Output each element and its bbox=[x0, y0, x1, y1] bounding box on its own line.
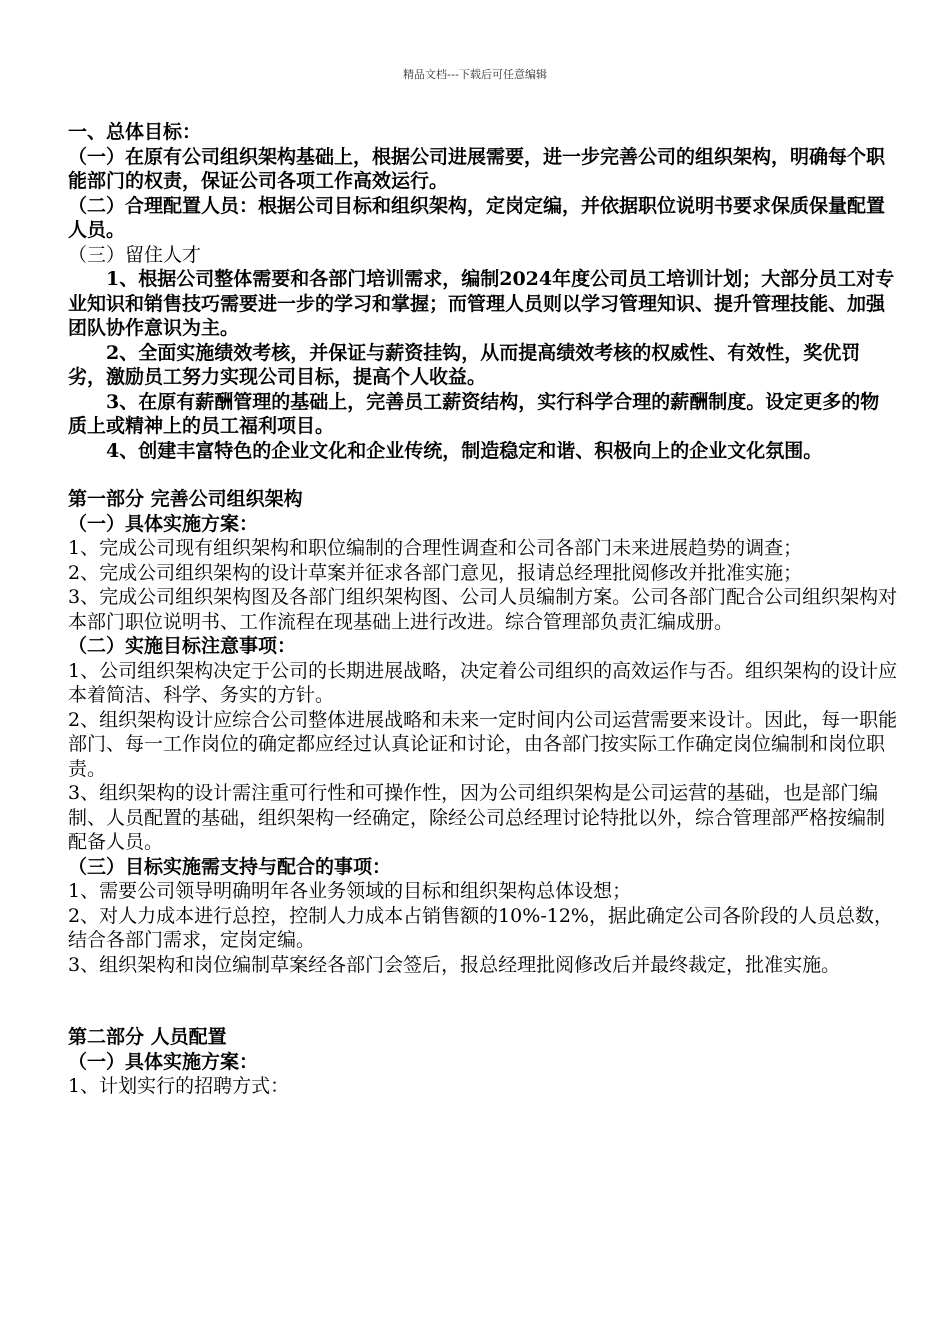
goals-heading: 一、总体目标： bbox=[68, 121, 202, 143]
goal-item: 2、全面实施绩效考核，并保证与薪资挂钩，从而提高绩效考核的权威性、有效性，奖优罚劣，激励员工努力实现公司目标，提高个人收益。 bbox=[68, 341, 861, 388]
page-header: 精品文档---下载后可任意编辑 bbox=[403, 68, 547, 81]
goal-2: （二）合理配置人员：根据公司目标和组织架构，定岗定编，并依据职位说明书要求保质保量配置人员。 bbox=[68, 194, 886, 241]
list-item: 2、对人力成本进行总控，控制人力成本占销售额的10%-12%，据此确定公司各阶段的人员总数，结合各部门需求，定岗定编。 bbox=[68, 904, 893, 951]
list-item: 1、公司组织架构决定于公司的长期进展战略，决定着公司组织的高效运作与否。组织架构的设计应本着简洁、科学、务实的方针。 bbox=[68, 659, 898, 706]
document-body bbox=[68, 120, 898, 1099]
goal-3: （三）留住人才 bbox=[68, 243, 202, 266]
goal-item: 1、根据公司整体需要和各部门培训需求，编制2024年度公司员工培训计划；大部分员工对专业知识和销售技巧需要进一步的学习和掌握；而管理人员则以学习管理知识、提升管理技能、加强团队协作意识为主。 bbox=[68, 268, 895, 339]
list-item: 2、组织架构设计应综合公司整体进展战略和未来一定时间内公司运营需要来设计。因此，每一职能部门、每一工作岗位的确定都应经过认真论证和讨论，由各部门按实际工作确定岗位编制和岗位职责。 bbox=[68, 708, 898, 780]
list-item: 3、组织架构的设计需注重可行性和可操作性，因为公司组织架构是公司运营的基础，也是部门编制、人员配置的基础，组织架构一经确定，除经公司总经理讨论特批以外，综合管理部严格按编制配备人员。 bbox=[68, 782, 886, 853]
part2-section-1-heading: （一）具体实施方案： bbox=[68, 1050, 259, 1073]
part1-title: 第一部分 完善公司组织架构 bbox=[68, 488, 303, 510]
part1-section-1-heading: （一）具体实施方案： bbox=[68, 512, 259, 535]
list-item: 1、计划实行的招聘方式： bbox=[68, 1075, 290, 1097]
part2-title: 第二部分 人员配置 bbox=[68, 1026, 227, 1048]
part1-section-3-heading: （三）目标实施需支持与配合的事项： bbox=[68, 855, 392, 878]
goal-item: 4、创建丰富特色的企业文化和企业传统，制造稳定和谐、积极向上的企业文化氛围。 bbox=[106, 439, 823, 462]
part1-section-2-heading: （二）实施目标注意事项： bbox=[68, 635, 297, 657]
list-item: 2、完成公司组织架构的设计草案并征求各部门意见，报请总经理批阅修改并批准实施； bbox=[68, 561, 803, 584]
goal-item: 3、在原有薪酬管理的基础上，完善员工薪资结构，实行科学合理的薪酬制度。设定更多的物质上或精神上的员工福利项目。 bbox=[68, 390, 880, 437]
list-item: 3、完成公司组织架构图及各部门组织架构图、公司人员编制方案。公司各部门配合公司组织架构对本部门职位说明书、工作流程在现基础上进行改进。综合管理部负责汇编成册。 bbox=[68, 586, 898, 633]
list-item: 1、需要公司领导明确明年各业务领域的目标和组织架构总体设想； bbox=[68, 880, 632, 902]
spacer bbox=[68, 463, 898, 487]
list-item: 3、组织架构和岗位编制草案经各部门会签后，报总经理批阅修改后并最终裁定，批准实施。 bbox=[68, 953, 841, 976]
spacer bbox=[68, 977, 898, 1025]
list-item: 1、完成公司现有组织架构和职位编制的合理性调查和公司各部门未来进展趋势的调查； bbox=[68, 537, 803, 559]
goal-1: （一）在原有公司组织架构基础上，根据公司进展需要，进一步完善公司的组织架构，明确每个职能部门的权责，保证公司各项工作高效运行。 bbox=[68, 145, 886, 192]
